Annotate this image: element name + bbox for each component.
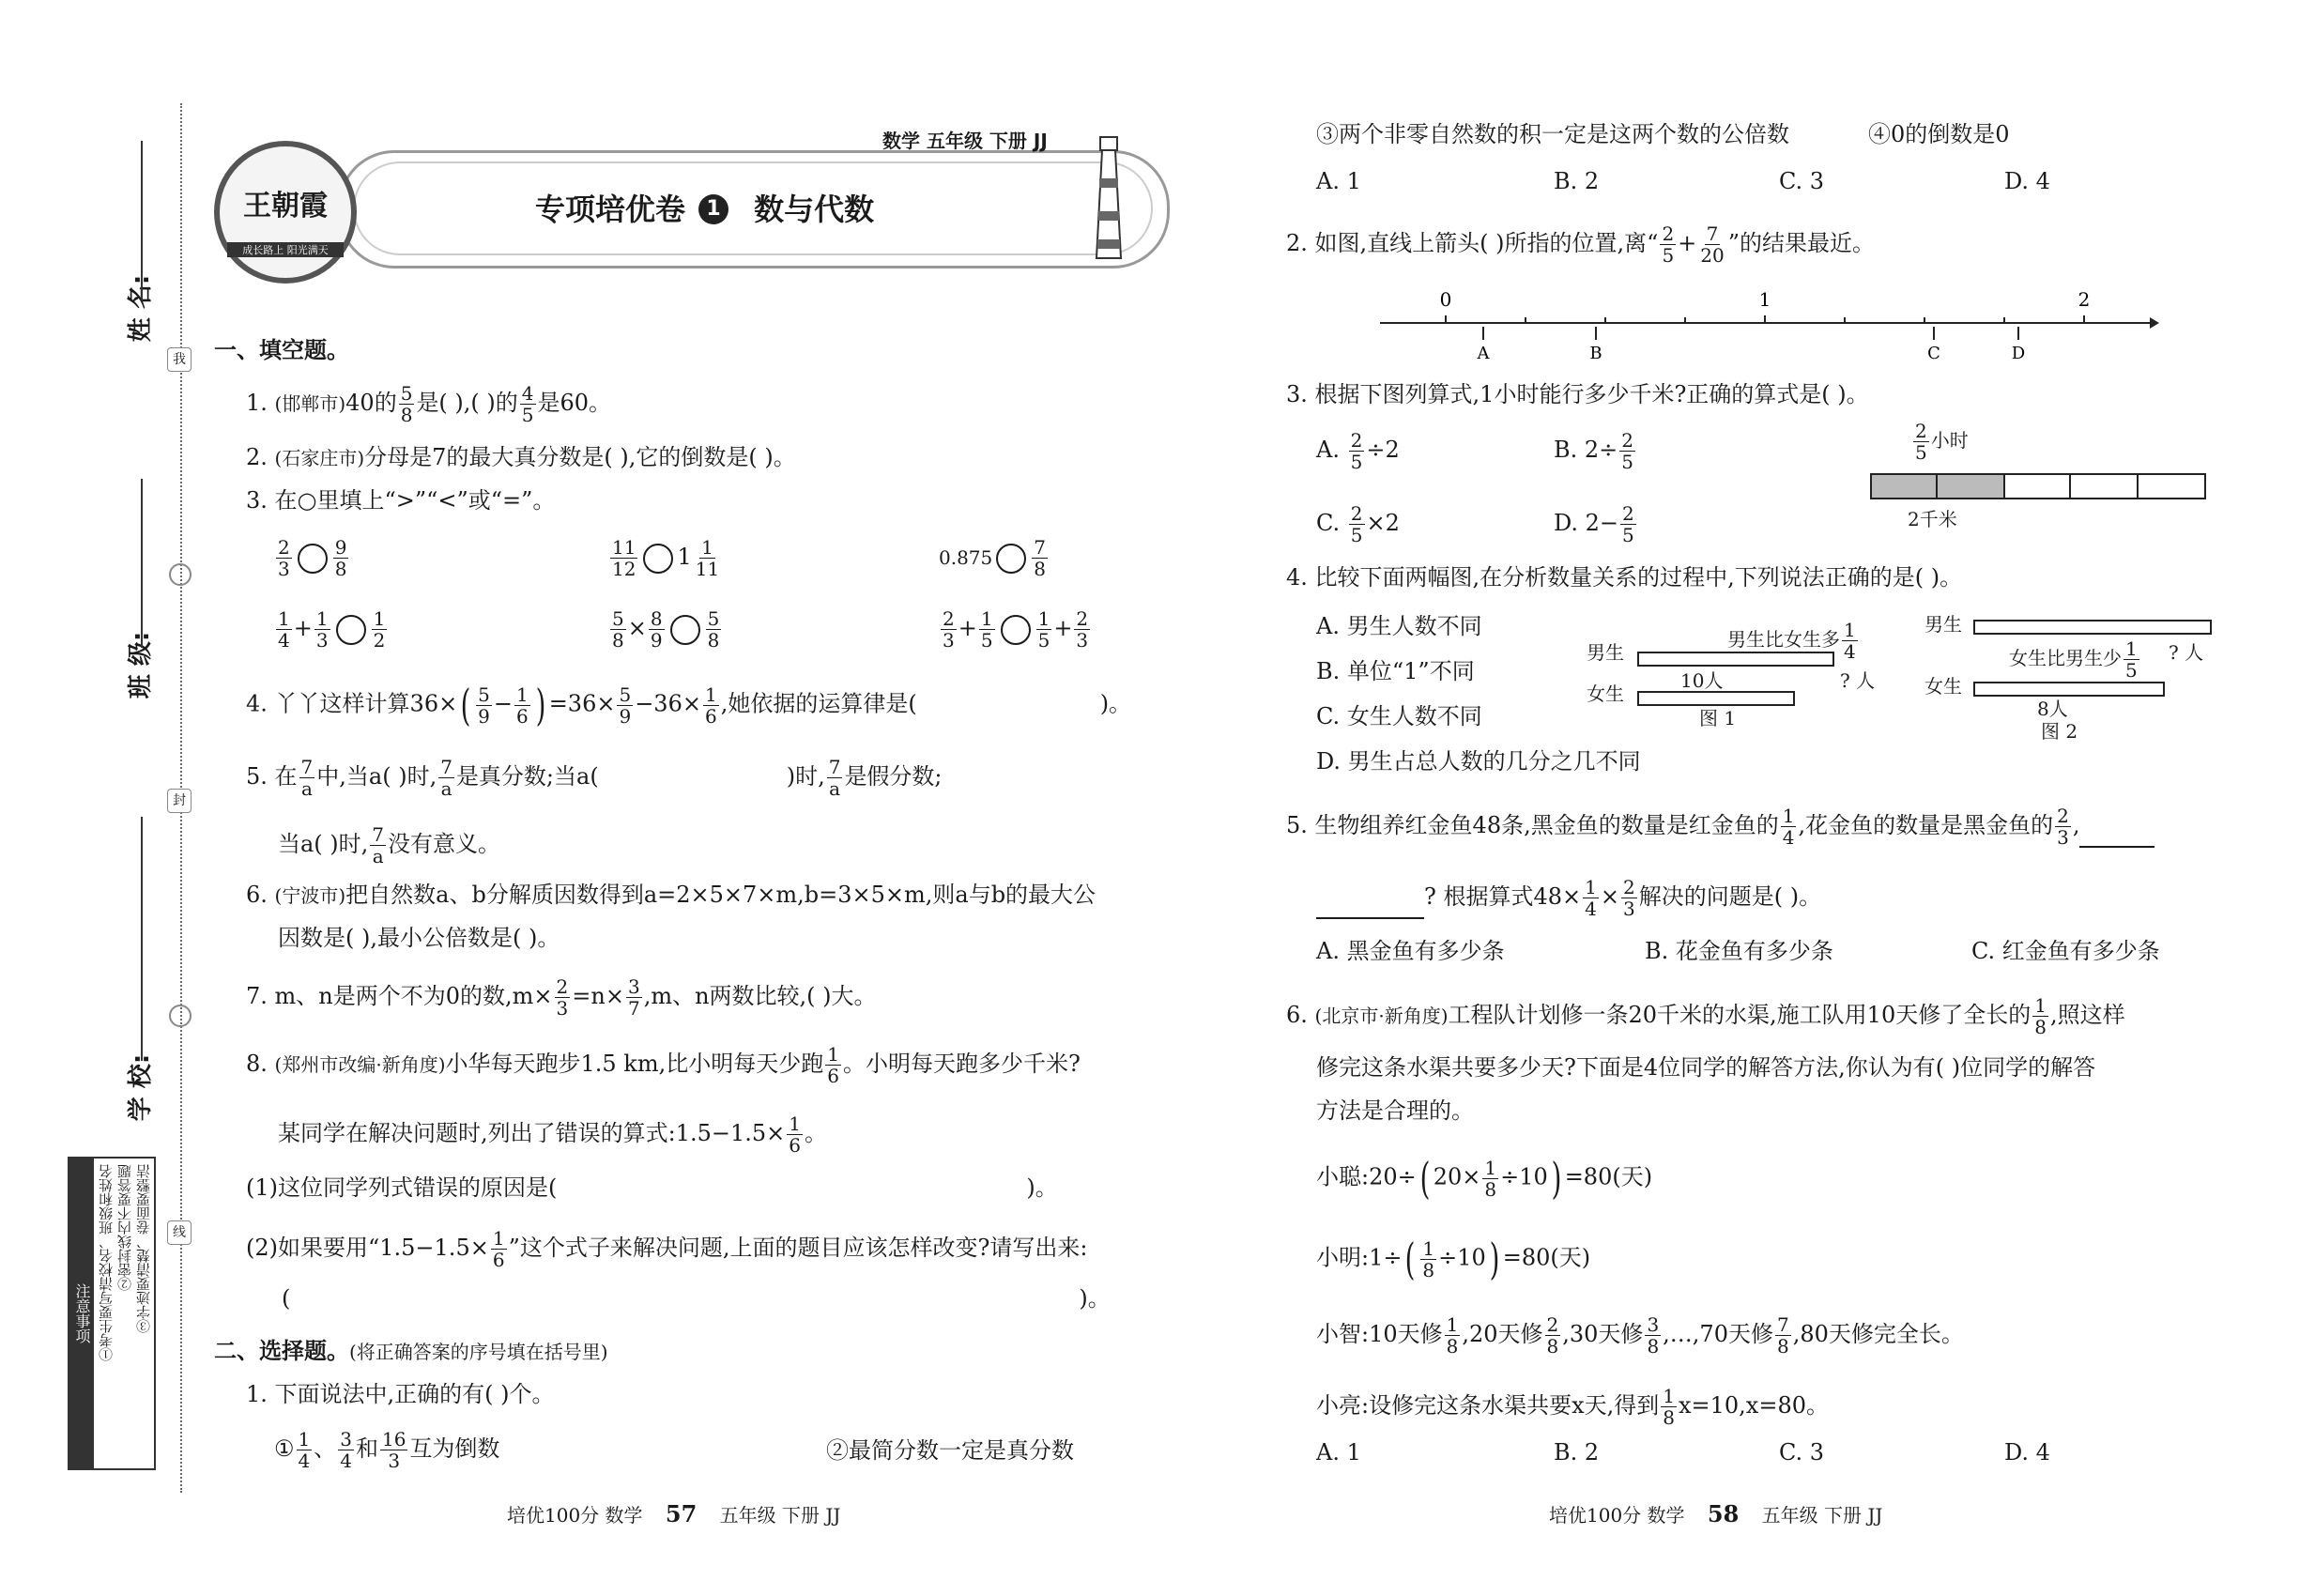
fig2-eight: 8人 <box>2037 698 2068 720</box>
answer-circle[interactable] <box>336 615 366 645</box>
question-4: 4. 丫丫这样计算36×( $\frac{5}{9}$ − $\frac{1}{6}$ ) =36× $\frac{5}{9}$ −36× $\frac{1}{6}$ ,她依据的运算律是( )。 <box>246 680 1132 730</box>
compare-item: $\frac{2}{3}$ $\frac{9}{8}$ <box>278 536 347 580</box>
notes-title: 注意事项 <box>69 1159 94 1468</box>
option-a[interactable]: A. 1 <box>1316 168 1361 194</box>
option-b[interactable]: B. 2 <box>1554 168 1600 194</box>
number-line <box>1371 278 2159 362</box>
compare-item: $\frac{2}{3}$ + $\frac{1}{5}$ $\frac{1}{5}$ + $\frac{2}{3}$ <box>943 607 1089 652</box>
option-c[interactable]: C. 女生人数不同 <box>1316 703 1482 729</box>
question-1: 1. (邯郸市)40的 $\frac{5}{8}$ 是( ),( )的 $\frac{4}{5}$ 是60。 <box>246 382 612 426</box>
solution-2: 小明:1÷( $\frac{1}{8}$ ÷10) =80(天) <box>1316 1234 1591 1284</box>
solution-3: 小智:10天修 $\frac{1}{8}$ ,20天修 $\frac{2}{8}$ ,30天修 $\frac{3}{8}$ ,…,70天修 $\frac{7}{8}$ ,80天修完全长。 <box>1316 1313 1964 1358</box>
option-d[interactable]: D. 男生占总人数的几分之几不同 <box>1316 748 1641 775</box>
binding-hole <box>169 1005 192 1027</box>
question-5: 5. 在 $\frac{7}{a}$ 中,当a( )时, $\frac{7}{a}$ 是真分数;当a( )时, $\frac{7}{a}$ 是假分数; <box>246 756 943 800</box>
speed-diagram <box>1868 421 2206 543</box>
choice-5-line2: ? 根据算式48× $\frac{1}{4}$ × $\frac{2}{3}$ 解决的问题是( )。 <box>1316 877 1821 919</box>
bar-shaded <box>1870 473 2005 499</box>
option-d[interactable]: D. 4 <box>2004 168 2050 194</box>
subject-line: 数学 五年级 下册 JJ <box>882 130 1048 152</box>
fig2-question: ? 人 <box>2169 641 2204 664</box>
title-topic: 数与代数 <box>754 192 875 227</box>
page-title <box>535 191 874 228</box>
page-number: 58 <box>1707 1500 1740 1527</box>
section-choice: 二、选择题。(将正确答案的序号填在括号里) <box>214 1338 608 1364</box>
question-6: 6. (宁波市)把自然数a、b分解质因数得到a=2×5×7×m,b=3×5×m,则a与b的最大公 <box>246 882 1096 908</box>
solution-4: 小亮:设修完这条水渠共要x天,得到 $\frac{1}{8}$ x=10,x=80。 <box>1316 1385 1829 1429</box>
choice-2: 2. 如图,直线上箭头( )所指的位置,离“ $\frac{2}{5}$ + $\frac{7}{20}$ ”的结果最近。 <box>1286 223 1876 267</box>
option-b[interactable]: B. 2÷ $\frac{2}{5}$ <box>1554 429 1634 473</box>
question-2: 2. (石家庄市)分母是7的最大真分数是( ),它的倒数是( )。 <box>246 444 796 470</box>
choice-6-line3: 方法是合理的。 <box>1316 1097 1474 1124</box>
compare-item: $\frac{5}{8}$ × $\frac{8}{9}$ $\frac{5}{8}$ <box>612 607 720 652</box>
choice-1-option-2: ②最简分数一定是真分数 <box>826 1437 1074 1464</box>
choice-4: 4. 比较下面两幅图,在分析数量关系的过程中,下列说法正确的是( )。 <box>1286 564 1963 591</box>
choice-5: 5. 生物组养红金鱼48条,黑金鱼的数量是红金鱼的 $\frac{1}{4}$ ,花金鱼的数量是黑金鱼的 $\frac{2}{3}$ , <box>1286 806 2154 848</box>
arrow-label: A <box>1477 344 1490 362</box>
answer-circle[interactable] <box>643 544 673 574</box>
choice-1-option-3: ③两个非零自然数的积一定是这两个数的公倍数 <box>1316 121 1789 147</box>
compare-item: $\frac{11}{12}$ 1 $\frac{1}{11}$ <box>612 536 720 580</box>
seal-mark: 线 <box>167 1220 192 1245</box>
tick-label: 0 <box>1439 288 1452 311</box>
tick-label: 1 <box>1758 288 1771 311</box>
time-label: $\frac{2}{5}$ 小时 <box>1915 420 1969 464</box>
note-item: ②密封线内不要答题 <box>116 1164 133 1291</box>
fig1-boys: 男生 <box>1587 641 1624 664</box>
choice-1: 1. 下面说法中,正确的有( )个。 <box>246 1381 555 1407</box>
compare-item: $\frac{1}{4}$ + $\frac{1}{3}$ $\frac{1}{2}$ <box>278 607 386 652</box>
answer-circle[interactable] <box>1001 615 1031 645</box>
tick-label: 2 <box>2078 288 2091 311</box>
arrow-label: C <box>1927 344 1940 362</box>
answer-circle[interactable] <box>996 544 1026 574</box>
footer-right: 培优100分 数学 58 五年级 下册 JJ <box>1549 1500 1883 1527</box>
brand-logo <box>214 141 357 284</box>
option-b[interactable]: B. 花金鱼有多少条 <box>1645 938 1833 964</box>
figure-2 <box>1924 601 2206 742</box>
answer-circle[interactable] <box>298 544 328 574</box>
option-a[interactable]: A. 黑金鱼有多少条 <box>1316 938 1505 964</box>
option-c[interactable]: C. $\frac{2}{5}$ ×2 <box>1316 502 1400 546</box>
option-d[interactable]: D. 2− $\frac{2}{5}$ <box>1554 502 1634 546</box>
school-label: 学 校: <box>127 1053 156 1122</box>
choice-3: 3. 根据下图列算式,1小时能行多少千米?正确的算式是( )。 <box>1286 381 1869 407</box>
question-8-answer: ( )。 <box>282 1285 1111 1312</box>
option-b[interactable]: B. 2 <box>1554 1439 1600 1466</box>
question-8-part2: (2)如果要用“1.5−1.5× $\frac{1}{6}$ ”这个式子来解决问题,上面的题目应该怎样改变?请写出来: <box>246 1227 1088 1271</box>
note-item: ③字迹要清楚、卷面要整洁 <box>135 1164 152 1333</box>
option-c[interactable]: C. 3 <box>1779 168 1825 194</box>
figure-1 <box>1587 610 1876 732</box>
question-5-line2: 当a( )时, $\frac{7}{a}$ 没有意义。 <box>278 823 501 867</box>
section-fill-blank: 一、填空题。 <box>214 337 349 363</box>
solution-1: 小聪:20÷( 20× $\frac{1}{8}$ ÷10) =80(天) <box>1316 1153 1653 1204</box>
option-a[interactable]: A. $\frac{2}{5}$ ÷2 <box>1316 429 1400 473</box>
question-8: 8. (郑州市改编·新角度)小华每天跑步1.5 km,比小明每天少跑 $\frac{1}{6}$ 。小明每天跑多少千米? <box>246 1043 1081 1087</box>
fig2-caption: 图 2 <box>2041 720 2078 743</box>
option-a[interactable]: A. 男生人数不同 <box>1316 613 1482 639</box>
choice-6-line2: 修完这条水渠共要多少天?下面是4位同学的解答方法,你认为有( )位同学的解答 <box>1316 1054 2096 1081</box>
binding-hole <box>169 563 192 586</box>
question-8-part1: (1)这位同学列式错误的原因是( )。 <box>246 1174 1058 1201</box>
option-d[interactable]: D. 4 <box>2004 1439 2050 1466</box>
logo-slogan: 成长路上 阳光满天 <box>227 242 344 257</box>
option-a[interactable]: A. 1 <box>1316 1439 1361 1466</box>
arrow-label: D <box>2011 344 2026 362</box>
name-blank[interactable] <box>141 141 143 300</box>
answer-circle[interactable] <box>670 615 700 645</box>
notes-box <box>68 1157 156 1470</box>
question-7: 7. m、n是两个不为0的数,m× $\frac{2}{3}$ =n× $\frac{3}{7}$ ,m、n两数比较,( )大。 <box>246 975 877 1020</box>
fig1-ten: 10人 <box>1680 669 1724 692</box>
fig2-girls: 女生 <box>1924 675 1962 698</box>
name-label: 姓 名: <box>127 274 156 343</box>
class-blank[interactable] <box>141 479 143 648</box>
option-c[interactable]: C. 红金鱼有多少条 <box>1971 938 2160 964</box>
fig2-label: 女生比男生少 $\frac{1}{5}$ <box>2009 637 2138 682</box>
question-6-line2: 因数是( ),最小公倍数是( )。 <box>278 925 560 951</box>
note-item: ①考生要写清校名、班级和姓名 <box>98 1164 115 1361</box>
logo-text: 王朝霞 <box>243 190 328 223</box>
option-c[interactable]: C. 3 <box>1779 1439 1825 1466</box>
title-number-badge: 1 <box>698 194 728 224</box>
title-text: 专项培优卷 <box>535 192 686 227</box>
distance-label: 2千米 <box>1908 508 1957 530</box>
choice-1-option-4: ④0的倒数是0 <box>1868 121 2010 147</box>
footer-left: 培优100分 数学 57 五年级 下册 JJ <box>507 1500 841 1527</box>
seal-mark: 我 <box>167 347 192 372</box>
choice-6: 6. (北京市·新角度)工程队计划修一条20千米的水渠,施工队用10天修了全长的 $\frac{1}{8}$ ,照这样 <box>1286 994 2125 1038</box>
class-label: 班 级: <box>127 631 156 699</box>
question-8-line2: 某同学在解决问题时,列出了错误的算式:1.5−1.5× $\frac{1}{6}$ 。 <box>278 1113 828 1157</box>
page-number: 57 <box>665 1500 698 1527</box>
fig2-boys: 男生 <box>1924 613 1962 636</box>
question-3: 3. 在○里填上“>”“<”或“=”。 <box>246 487 556 514</box>
lighthouse-icon <box>1089 131 1128 263</box>
fig1-caption: 图 1 <box>1699 707 1737 729</box>
school-blank[interactable] <box>141 817 143 1061</box>
compare-item: 0.875 $\frac{7}{8}$ <box>939 536 1046 580</box>
fig1-girls: 女生 <box>1587 683 1624 705</box>
arrow-label: B <box>1589 344 1602 362</box>
fig1-question: ? 人 <box>1840 669 1876 692</box>
seal-mark: 封 <box>167 789 192 813</box>
choice-1-option-1: ① $\frac{1}{4}$ 、 $\frac{3}{4}$ 和 $\frac{16}{3}$ 互为倒数 <box>274 1428 500 1472</box>
fig1-label: 男生比女生多 $\frac{1}{4}$ <box>1727 619 1856 663</box>
option-b[interactable]: B. 单位“1”不同 <box>1316 658 1475 684</box>
